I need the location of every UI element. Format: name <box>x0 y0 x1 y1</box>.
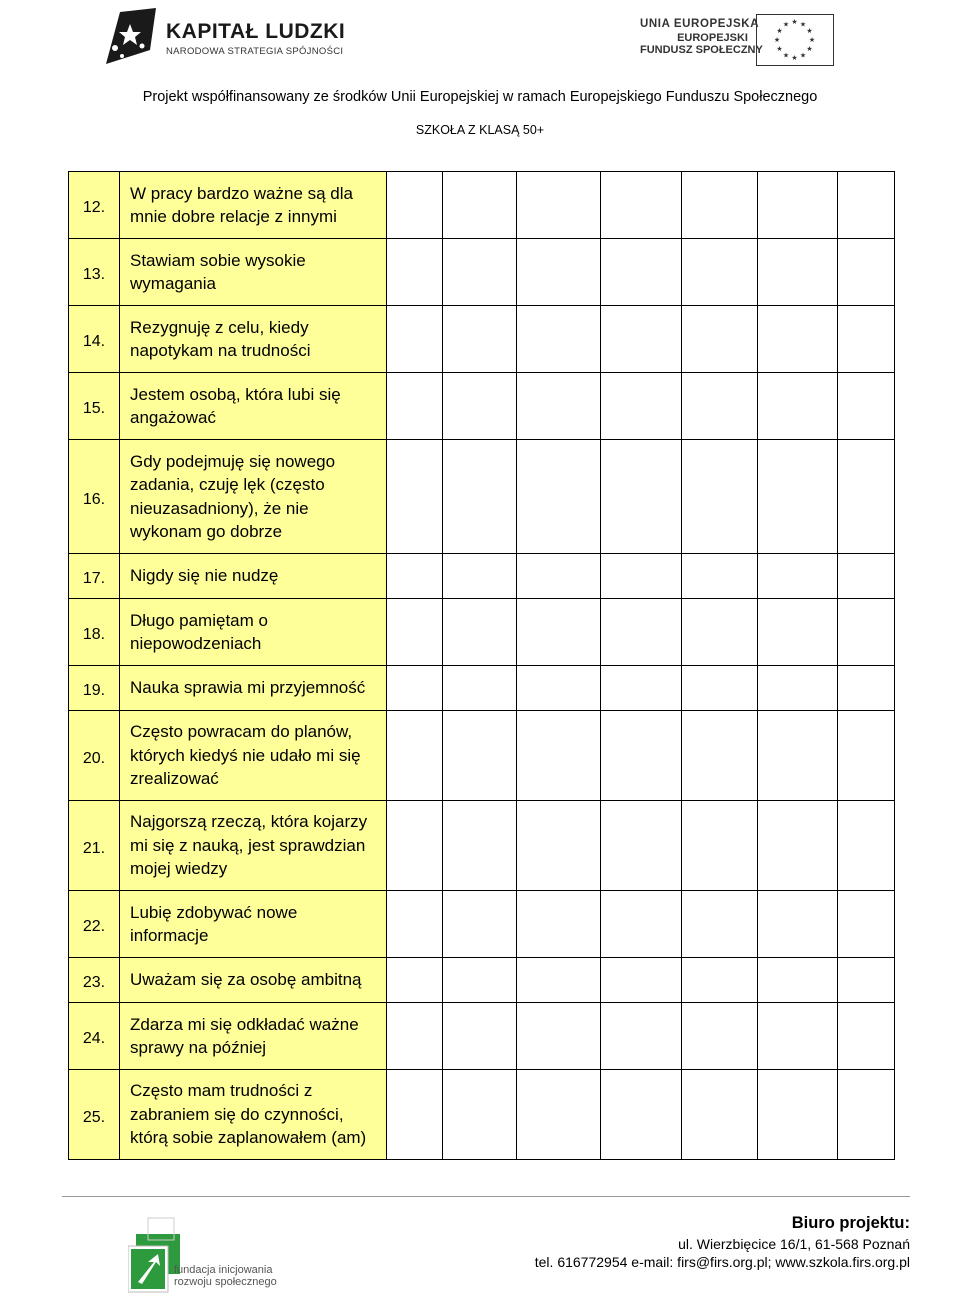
answer-cell-6[interactable] <box>758 891 838 958</box>
answer-cell-7[interactable] <box>838 801 895 891</box>
answer-cell-4[interactable] <box>601 554 682 599</box>
answer-cell-5[interactable] <box>682 440 758 554</box>
firs-line2: rozwoju społecznego <box>174 1276 277 1288</box>
table-row <box>69 172 895 239</box>
answer-cell-3[interactable] <box>517 711 601 801</box>
svg-text:★: ★ <box>773 36 781 44</box>
survey-table <box>68 171 895 1160</box>
cofunding-notice: Projekt współfinansowany ze środków Unii Europejskiej w ramach Europejskiego Funduszu Społecznego <box>142 89 818 105</box>
answer-cell-6[interactable] <box>758 711 838 801</box>
answer-cell-2[interactable] <box>443 440 517 554</box>
answer-cell-7[interactable] <box>838 172 895 239</box>
answer-cell-7[interactable] <box>838 711 895 801</box>
statement-number: 20. <box>69 711 120 801</box>
statement-number: 16. <box>69 440 120 554</box>
firs-logo <box>128 1212 288 1296</box>
answer-cell-5[interactable] <box>682 239 758 306</box>
answer-cell-4[interactable] <box>601 1003 682 1070</box>
answer-cell-5[interactable] <box>682 554 758 599</box>
answer-cell-6[interactable] <box>758 306 838 373</box>
statement-number: 18. <box>69 599 120 666</box>
answer-cell-1[interactable] <box>387 172 443 239</box>
svg-text:★: ★ <box>776 45 783 53</box>
statement-text: Nauka sprawia mi przyjemność <box>120 666 387 711</box>
table-row <box>69 373 895 440</box>
statement-number: 12. <box>69 172 120 239</box>
project-name: SZKOŁA Z KLASĄ 50+ <box>415 123 545 137</box>
answer-cell-2[interactable] <box>443 373 517 440</box>
statement-number: 22. <box>69 891 120 958</box>
kapital-ludzki-logo <box>100 6 346 68</box>
svg-text:★: ★ <box>791 54 798 62</box>
answer-cell-7[interactable] <box>838 958 895 1003</box>
answer-cell-1[interactable] <box>387 666 443 711</box>
answer-cell-5[interactable] <box>682 711 758 801</box>
statement-text: Nigdy się nie nudzę <box>120 554 387 599</box>
answer-cell-1[interactable] <box>387 373 443 440</box>
answer-cell-7[interactable] <box>838 440 895 554</box>
answer-cell-7[interactable] <box>838 599 895 666</box>
statement-number: 19. <box>69 666 120 711</box>
answer-cell-2[interactable] <box>443 801 517 891</box>
answer-cell-7[interactable] <box>838 891 895 958</box>
table-row <box>69 1070 895 1160</box>
answer-cell-3[interactable] <box>517 440 601 554</box>
answer-cell-5[interactable] <box>682 891 758 958</box>
answer-cell-4[interactable] <box>601 711 682 801</box>
table-row <box>69 239 895 306</box>
table-row <box>69 440 895 554</box>
statement-number: 14. <box>69 306 120 373</box>
kapital-ludzki-title: KAPITAŁ LUDZKI <box>166 20 346 43</box>
answer-cell-6[interactable] <box>758 666 838 711</box>
answer-cell-1[interactable] <box>387 440 443 554</box>
answer-cell-3[interactable] <box>517 373 601 440</box>
table-row <box>69 306 895 373</box>
answer-cell-2[interactable] <box>443 711 517 801</box>
answer-cell-7[interactable] <box>838 554 895 599</box>
answer-cell-3[interactable] <box>517 599 601 666</box>
statement-text: W pracy bardzo ważne są dla mnie dobre relacje z innymi <box>120 172 387 239</box>
answer-cell-1[interactable] <box>387 239 443 306</box>
answer-cell-6[interactable] <box>758 1070 838 1160</box>
answer-cell-3[interactable] <box>517 239 601 306</box>
answer-cell-6[interactable] <box>758 239 838 306</box>
answer-cell-2[interactable] <box>443 172 517 239</box>
answer-cell-5[interactable] <box>682 1070 758 1160</box>
table-row <box>69 958 895 1003</box>
table-row <box>69 891 895 958</box>
answer-cell-1[interactable] <box>387 1070 443 1160</box>
eu-line3: FUNDUSZ SPOŁECZNY <box>640 44 763 56</box>
answer-cell-5[interactable] <box>682 666 758 711</box>
kapital-ludzki-emblem-icon <box>100 6 160 68</box>
svg-text:★: ★ <box>806 45 813 53</box>
project-office <box>535 1214 910 1270</box>
statement-text: Gdy podejmuję się nowego zadania, czuję lęk (często nieuzasadniony), że nie wykonam go dobrze <box>120 440 387 554</box>
answer-cell-6[interactable] <box>758 554 838 599</box>
answer-cell-4[interactable] <box>601 891 682 958</box>
statement-number: 21. <box>69 801 120 891</box>
answer-cell-6[interactable] <box>758 958 838 1003</box>
answer-cell-7[interactable] <box>838 239 895 306</box>
eu-logo <box>640 14 840 66</box>
svg-text:★: ★ <box>806 27 813 35</box>
answer-cell-7[interactable] <box>838 1070 895 1160</box>
answer-cell-2[interactable] <box>443 666 517 711</box>
svg-text:★: ★ <box>776 27 783 35</box>
answer-cell-4[interactable] <box>601 172 682 239</box>
answer-cell-3[interactable] <box>517 554 601 599</box>
answer-cell-3[interactable] <box>517 801 601 891</box>
kapital-ludzki-subtitle: NARODOWA STRATEGIA SPÓJNOŚCI <box>166 46 344 57</box>
eu-flag-icon <box>756 14 834 66</box>
answer-cell-5[interactable] <box>682 958 758 1003</box>
answer-cell-6[interactable] <box>758 172 838 239</box>
svg-text:★: ★ <box>782 20 790 29</box>
table-row <box>69 599 895 666</box>
answer-cell-4[interactable] <box>601 306 682 373</box>
statement-text: Długo pamiętam o niepowodzeniach <box>120 599 387 666</box>
table-row <box>69 554 895 599</box>
answer-cell-3[interactable] <box>517 172 601 239</box>
answer-cell-6[interactable] <box>758 440 838 554</box>
answer-cell-4[interactable] <box>601 666 682 711</box>
svg-text:★: ★ <box>799 20 807 29</box>
answer-cell-1[interactable] <box>387 554 443 599</box>
answer-cell-6[interactable] <box>758 599 838 666</box>
answer-cell-1[interactable] <box>387 958 443 1003</box>
footer-divider <box>62 1196 910 1197</box>
statement-number: 23. <box>69 958 120 1003</box>
statement-text: Uważam się za osobę ambitną <box>120 958 387 1003</box>
answer-cell-5[interactable] <box>682 172 758 239</box>
answer-cell-4[interactable] <box>601 599 682 666</box>
answer-cell-7[interactable] <box>838 666 895 711</box>
answer-cell-1[interactable] <box>387 891 443 958</box>
answer-cell-4[interactable] <box>601 440 682 554</box>
statement-text: Jestem osobą, która lubi się angażować <box>120 373 387 440</box>
answer-cell-3[interactable] <box>517 666 601 711</box>
answer-cell-5[interactable] <box>682 599 758 666</box>
table-row <box>69 801 895 891</box>
statement-number: 24. <box>69 1003 120 1070</box>
answer-cell-1[interactable] <box>387 1003 443 1070</box>
answer-cell-2[interactable] <box>443 891 517 958</box>
project-office-contact: tel. 616772954 e-mail: firs@firs.org.pl; www.szkola.firs.org.pl <box>534 1254 910 1270</box>
answer-cell-7[interactable] <box>838 1003 895 1070</box>
eu-line1: UNIA EUROPEJSKA <box>640 18 760 30</box>
statement-text: Najgorszą rzeczą, która kojarzy mi się z nauką, jest sprawdzian mojej wiedzy <box>120 801 387 891</box>
answer-cell-6[interactable] <box>758 801 838 891</box>
answer-cell-2[interactable] <box>443 239 517 306</box>
answer-cell-3[interactable] <box>517 1070 601 1160</box>
eu-line2: EUROPEJSKI <box>677 32 748 44</box>
statement-text: Rezygnuję z celu, kiedy napotykam na trudności <box>120 306 387 373</box>
statement-number: 25. <box>69 1070 120 1160</box>
answer-cell-1[interactable] <box>387 306 443 373</box>
answer-cell-2[interactable] <box>443 306 517 373</box>
answer-cell-2[interactable] <box>443 599 517 666</box>
svg-text:★: ★ <box>782 51 790 60</box>
statement-number: 13. <box>69 239 120 306</box>
statement-text: Lubię zdobywać nowe informacje <box>120 891 387 958</box>
answer-cell-3[interactable] <box>517 306 601 373</box>
answer-cell-7[interactable] <box>838 306 895 373</box>
answer-cell-6[interactable] <box>758 373 838 440</box>
statement-text: Zdarza mi się odkładać ważne sprawy na później <box>120 1003 387 1070</box>
answer-cell-3[interactable] <box>517 1003 601 1070</box>
project-office-title: Biuro projektu: <box>791 1214 910 1232</box>
answer-cell-3[interactable] <box>517 891 601 958</box>
answer-cell-2[interactable] <box>443 554 517 599</box>
answer-cell-2[interactable] <box>443 1003 517 1070</box>
answer-cell-4[interactable] <box>601 1070 682 1160</box>
statement-text: Często mam trudności z zabraniem się do czynności, którą sobie zaplanowałem (am) <box>120 1070 387 1160</box>
answer-cell-5[interactable] <box>682 373 758 440</box>
project-office-address: ul. Wierzbięcice 16/1, 61-568 Poznań <box>678 1236 910 1252</box>
answer-cell-5[interactable] <box>682 1003 758 1070</box>
svg-text:★: ★ <box>799 51 807 60</box>
statement-number: 17. <box>69 554 120 599</box>
statement-text: Często powracam do planów, których kiedyś nie udało mi się zrealizować <box>120 711 387 801</box>
table-row <box>69 666 895 711</box>
answer-cell-4[interactable] <box>601 958 682 1003</box>
answer-cell-4[interactable] <box>601 801 682 891</box>
answer-cell-4[interactable] <box>601 239 682 306</box>
answer-cell-3[interactable] <box>517 958 601 1003</box>
answer-cell-6[interactable] <box>758 1003 838 1070</box>
statement-number: 15. <box>69 373 120 440</box>
answer-cell-4[interactable] <box>601 373 682 440</box>
firs-line1: fundacja inicjowania <box>174 1264 273 1276</box>
answer-cell-2[interactable] <box>443 958 517 1003</box>
statement-text: Stawiam sobie wysokie wymagania <box>120 239 387 306</box>
answer-cell-7[interactable] <box>838 373 895 440</box>
table-row <box>69 1003 895 1070</box>
answer-cell-1[interactable] <box>387 599 443 666</box>
svg-text:★: ★ <box>791 18 798 26</box>
answer-cell-1[interactable] <box>387 801 443 891</box>
answer-cell-5[interactable] <box>682 306 758 373</box>
answer-cell-1[interactable] <box>387 711 443 801</box>
svg-text:★: ★ <box>808 36 816 44</box>
answer-cell-2[interactable] <box>443 1070 517 1160</box>
table-row <box>69 711 895 801</box>
answer-cell-5[interactable] <box>682 801 758 891</box>
